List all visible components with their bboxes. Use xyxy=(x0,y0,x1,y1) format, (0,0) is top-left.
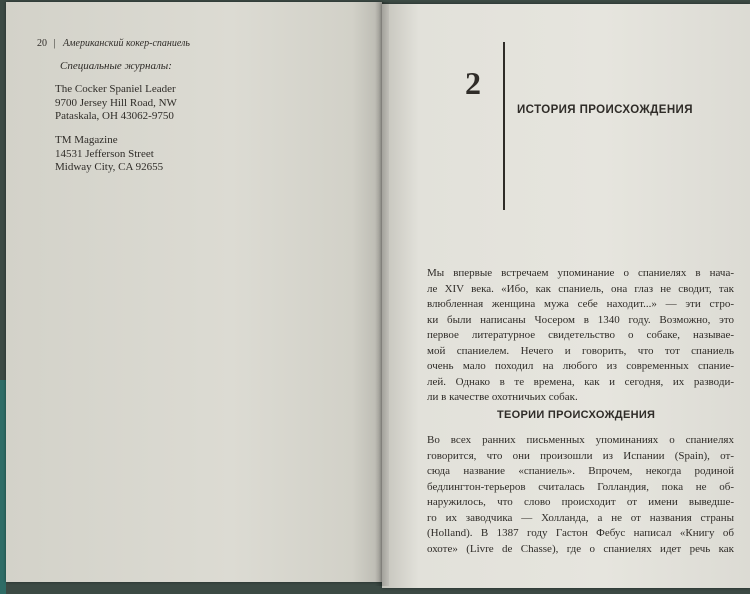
address-line: TM Magazine xyxy=(55,134,118,146)
page-number: 20 xyxy=(37,38,47,49)
address-line: Pataskala, OH 43062-9750 xyxy=(55,110,174,123)
text-line: ки были написаны Чосером в 1340 году. Возможно, это xyxy=(427,313,734,326)
running-head-title: Американский кокер-спаниель xyxy=(63,38,190,49)
address-line: 9700 Jersey Hill Road, NW xyxy=(55,96,177,109)
header-separator: | xyxy=(53,38,56,49)
text-line: Во всех ранних письменных упоминаниях о спаниелях xyxy=(427,434,734,446)
text-line: влюбленная женщина мужа себе находит...» — эти стро- xyxy=(427,298,734,310)
journals-subheading: Специальные журналы: xyxy=(60,60,172,72)
text-line: очень мало походил на любого из современных спание- xyxy=(427,360,734,372)
text-line: Мы впервые встречаем упоминание о спаниелях в нача- xyxy=(427,267,734,279)
chapter-number: 2 xyxy=(465,65,481,101)
address-line: Midway City, CA 92655 xyxy=(55,161,164,174)
text-line: ле XIV века. «Ибо, как спаниель, она глаз не сводит, так xyxy=(427,282,734,295)
text-line: охоте» (Livre de Chasse), где о спаниелях идет речь как xyxy=(427,542,734,555)
chapter-rule xyxy=(503,42,505,210)
text-line: бедлингтон-терьеров считалась Голландия, пока не об- xyxy=(427,480,734,493)
chapter-title: ИСТОРИЯ ПРОИСХОЖДЕНИЯ xyxy=(517,104,693,116)
running-header xyxy=(37,38,190,49)
address-line: The Cocker Spaniel Leader xyxy=(55,83,176,95)
address-line: 14531 Jefferson Street xyxy=(55,147,154,160)
text-line: наружилось, что слово происходит от имени выведшe- xyxy=(427,496,734,508)
address-block-2 xyxy=(55,134,163,175)
text-line: мой спаниелем. Нечего и говорить, что тот спаниель xyxy=(427,344,734,357)
text-line: сюда название «спаниель». Впрочем, некогда родиной xyxy=(427,465,734,477)
paragraph-origins xyxy=(427,433,734,557)
paragraph-intro xyxy=(427,266,734,406)
text-line: говорится, что они произошли из Испании (Spain), от- xyxy=(427,449,734,462)
section-heading: ТЕОРИИ ПРОИСХОЖДЕНИЯ xyxy=(497,409,656,421)
text-line: лей. Однако в те времена, как и сегодня, их разводи- xyxy=(427,375,734,388)
text-line: го их заводчика — Холланда, а не от названия страны xyxy=(427,511,734,524)
book-gutter xyxy=(375,2,389,586)
text-line: первое литературное свидетельство о собаке, называе- xyxy=(427,329,734,341)
address-block-1 xyxy=(55,83,177,124)
text-line: ли в качестве охотничьих собак. xyxy=(427,391,578,403)
text-line: (Holland). В 1387 году Гастон Фебус написал «Книгу об xyxy=(427,527,734,539)
